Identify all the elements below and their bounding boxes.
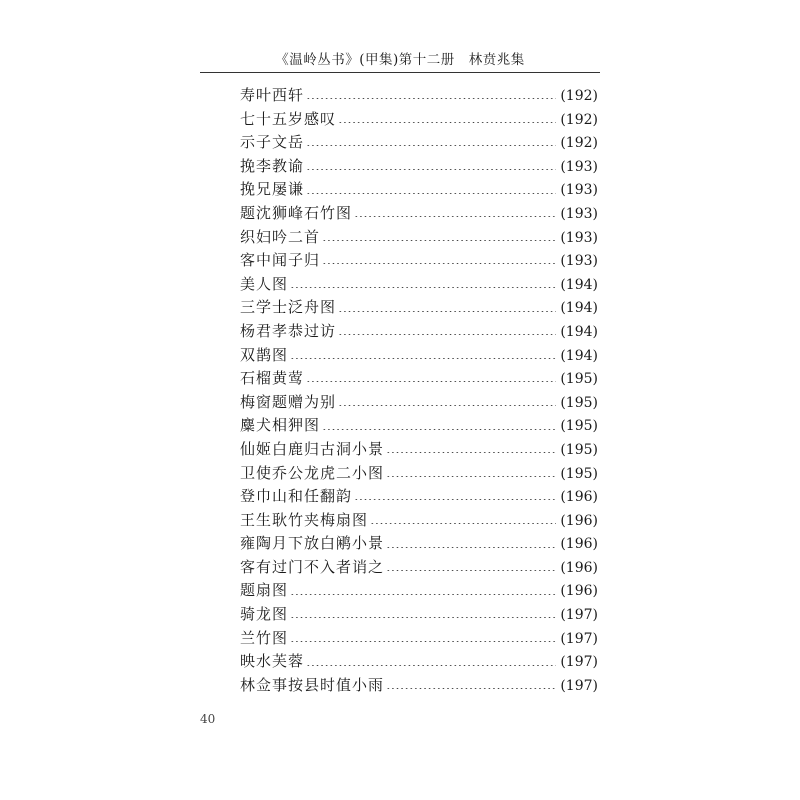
toc-entry <box>240 627 598 651</box>
entry-title: 仙姬白鹿归古洞小景 <box>240 439 385 458</box>
entry-title: 双鹊图 <box>240 345 289 364</box>
toc-entry <box>240 414 598 438</box>
entry-title: 挽李教谕 <box>240 156 305 175</box>
dot-leader <box>338 311 556 312</box>
toc-entry <box>240 438 598 462</box>
toc-entry <box>240 603 598 627</box>
entry-page-number: (194) <box>560 347 598 364</box>
entry-page-number: (194) <box>560 276 598 293</box>
entry-page-number: (195) <box>560 441 598 458</box>
entry-title: 七十五岁感叹 <box>240 109 337 128</box>
entry-title: 王生耿竹夹梅扇图 <box>240 510 369 529</box>
entry-title: 美人图 <box>240 274 289 293</box>
dot-leader <box>338 122 556 123</box>
entry-page-number: (197) <box>560 607 598 624</box>
toc-entry <box>240 84 598 108</box>
dot-leader <box>306 169 556 170</box>
entry-title: 映水芙蓉 <box>240 652 305 671</box>
entry-page-number: (194) <box>560 323 598 340</box>
dot-leader <box>306 145 556 146</box>
toc-entry <box>240 556 598 580</box>
dot-leader <box>338 334 556 335</box>
toc-entry <box>240 485 598 509</box>
toc-entry <box>240 202 598 226</box>
dot-leader <box>370 523 556 524</box>
entry-page-number: (195) <box>560 465 598 482</box>
toc-entry <box>240 249 598 273</box>
toc-entry <box>240 532 598 556</box>
entry-page-number: (195) <box>560 371 598 388</box>
entry-title: 客中闻子归 <box>240 251 321 270</box>
entry-title: 林佥事按县时值小雨 <box>240 675 385 694</box>
entry-page-number: (193) <box>560 182 598 199</box>
entry-page-number: (192) <box>560 88 598 104</box>
entry-title: 寿叶西轩 <box>240 86 305 104</box>
toc-entry <box>240 344 598 368</box>
dot-leader <box>338 405 556 406</box>
dot-leader <box>386 452 556 453</box>
entry-title: 挽兄屡谦 <box>240 180 305 199</box>
entry-page-number: (197) <box>560 654 598 671</box>
entry-page-number: (195) <box>560 418 598 435</box>
entry-title: 兰竹图 <box>240 628 289 647</box>
dot-leader <box>306 98 556 99</box>
toc-entry <box>240 674 598 698</box>
toc-entry <box>240 462 598 486</box>
dot-leader <box>290 287 556 288</box>
running-header: 《温岭丛书》(甲集)第十二册 林贲兆集 <box>275 52 525 68</box>
entry-title: 登巾山和任翻韵 <box>240 487 353 506</box>
entry-page-number: (193) <box>560 253 598 270</box>
entry-title: 雍陶月下放白鹇小景 <box>240 534 385 553</box>
dot-leader <box>386 476 556 477</box>
entry-title: 梅窗题赠为别 <box>240 392 337 411</box>
dot-leader <box>354 216 556 217</box>
toc-entry <box>240 273 598 297</box>
entry-page-number: (193) <box>560 158 598 175</box>
entry-page-number: (193) <box>560 205 598 222</box>
dot-leader <box>322 429 556 430</box>
entry-title: 题扇图 <box>240 581 289 600</box>
entry-title: 三学士泛舟图 <box>240 298 337 317</box>
toc-entry <box>240 579 598 603</box>
toc-entry <box>240 155 598 179</box>
dot-leader <box>354 499 556 500</box>
entry-page-number: (194) <box>560 300 598 317</box>
entry-page-number: (192) <box>560 135 598 152</box>
entry-page-number: (196) <box>560 559 598 576</box>
dot-leader <box>386 688 556 689</box>
entry-title: 示子文岳 <box>240 133 305 152</box>
entry-title: 题沈狮峰石竹图 <box>240 203 353 222</box>
dot-leader <box>290 641 556 642</box>
dot-leader <box>306 665 556 666</box>
entry-page-number: (196) <box>560 583 598 600</box>
dot-leader <box>386 570 556 571</box>
entry-title: 卫使乔公龙虎二小图 <box>240 463 385 482</box>
entry-page-number: (197) <box>560 677 598 694</box>
toc-entry <box>240 391 598 415</box>
entry-title: 织妇吟二首 <box>240 227 321 246</box>
entry-title: 客有过门不入者诮之 <box>240 557 385 576</box>
header-rule <box>200 72 600 73</box>
toc-entry <box>240 367 598 391</box>
dot-leader <box>290 617 556 618</box>
entry-page-number: (193) <box>560 229 598 246</box>
entry-title: 麋犬相狎图 <box>240 416 321 435</box>
page-number: 40 <box>200 712 216 726</box>
table-of-contents <box>240 84 598 697</box>
entry-page-number: (196) <box>560 536 598 553</box>
entry-title: 骑龙图 <box>240 605 289 624</box>
entry-page-number: (195) <box>560 394 598 411</box>
dot-leader <box>290 358 556 359</box>
toc-entry <box>240 108 598 132</box>
toc-entry <box>240 226 598 250</box>
toc-entry <box>240 650 598 674</box>
dot-leader <box>306 193 556 194</box>
dot-leader <box>322 240 556 241</box>
dot-leader <box>386 547 556 548</box>
entry-page-number: (196) <box>560 512 598 529</box>
dot-leader <box>290 594 556 595</box>
toc-entry <box>240 320 598 344</box>
entry-page-number: (197) <box>560 630 598 647</box>
entry-page-number: (192) <box>560 111 598 128</box>
toc-entry <box>240 178 598 202</box>
toc-entry <box>240 509 598 533</box>
entry-page-number: (196) <box>560 489 598 506</box>
entry-title: 石榴黄莺 <box>240 369 305 388</box>
dot-leader <box>306 381 556 382</box>
dot-leader <box>322 263 556 264</box>
toc-entry <box>240 131 598 155</box>
toc-entry <box>240 296 598 320</box>
entry-title: 杨君孝恭过访 <box>240 321 337 340</box>
